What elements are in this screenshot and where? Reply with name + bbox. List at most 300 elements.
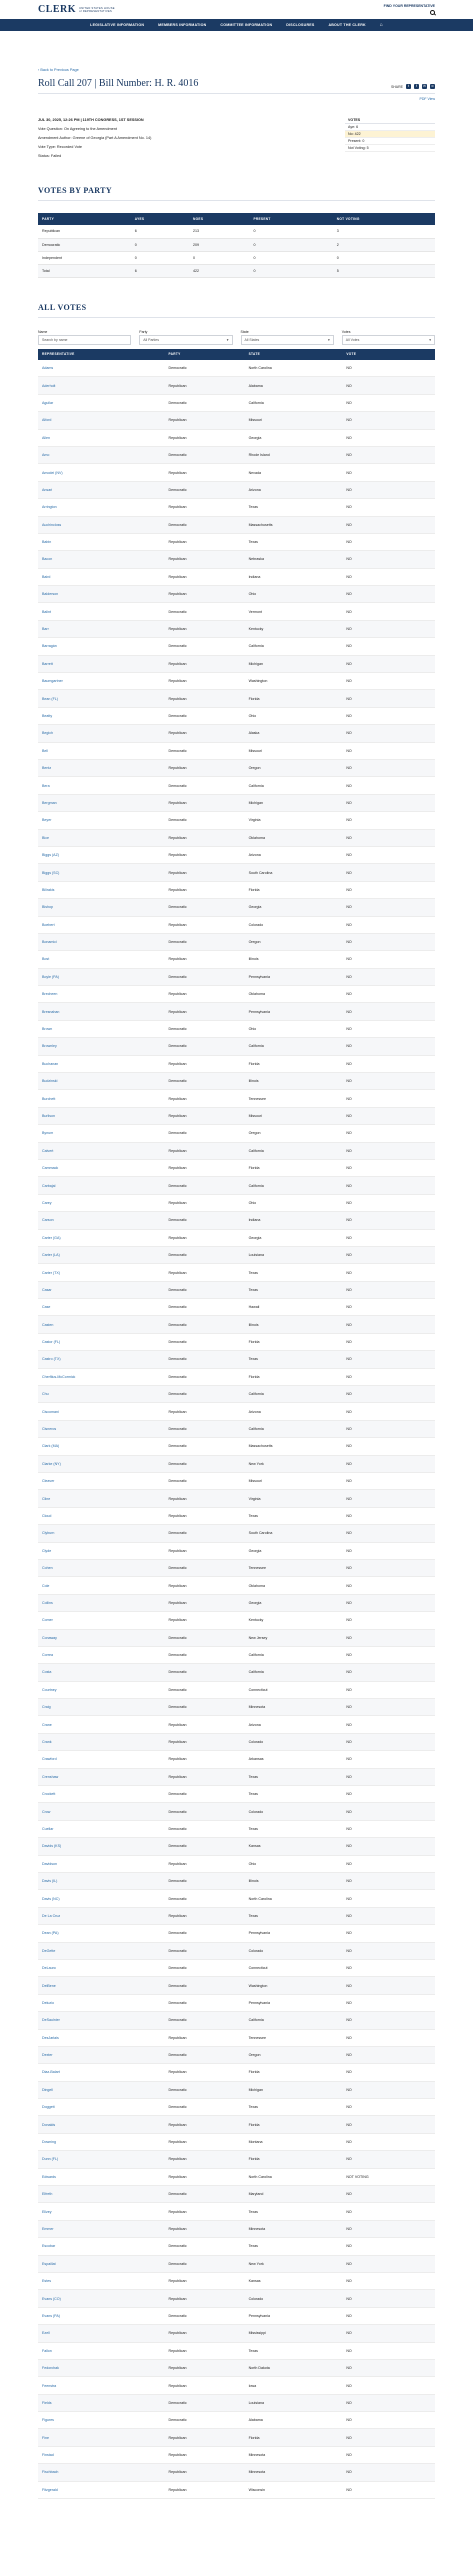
header-not-voting: NOT VOTING	[333, 213, 435, 225]
table-row	[38, 1890, 435, 1907]
table-row	[38, 1803, 435, 1820]
representative-link[interactable]: Arrington	[42, 505, 57, 510]
representative-link[interactable]: Ciscomani	[42, 1409, 59, 1414]
representative-link[interactable]: Dingell	[42, 2087, 53, 2092]
table-cell: Democratic	[164, 1333, 244, 1350]
representative-link[interactable]: Castro (TX)	[42, 1357, 61, 1362]
representative-link[interactable]: Carbajal	[42, 1183, 56, 1188]
table-cell: Florida	[245, 2116, 343, 2133]
table-cell: Alaska	[245, 725, 343, 742]
table-cell: Colorado	[245, 916, 343, 933]
representative-link[interactable]: Deluzio	[42, 2000, 54, 2005]
representative-link[interactable]: Evans (CO)	[42, 2296, 61, 2301]
representative-link[interactable]: Bentz	[42, 766, 52, 771]
table-row	[38, 881, 435, 898]
table-row	[38, 2446, 435, 2463]
table-cell: Republican	[164, 2481, 244, 2498]
table-cell: NO	[342, 1681, 435, 1698]
table-cell: NO	[342, 759, 435, 776]
representative-link[interactable]: Castor (FL)	[42, 1340, 61, 1345]
representative-link[interactable]: Biggs (SC)	[42, 870, 60, 875]
representative-link[interactable]: Ezell	[42, 2331, 50, 2336]
table-cell	[38, 1803, 164, 1820]
filter-name	[38, 330, 131, 345]
table-row	[38, 568, 435, 585]
representative-link[interactable]: Case	[42, 1305, 51, 1310]
table-row	[38, 2342, 435, 2359]
representative-link[interactable]: Figures	[42, 2418, 54, 2423]
filter-label: Party	[139, 329, 148, 334]
table-row	[38, 638, 435, 655]
table-cell: NO	[342, 2325, 435, 2342]
representative-link[interactable]: Evans (PA)	[42, 2313, 60, 2318]
representative-link[interactable]: Cohen	[42, 1566, 53, 1571]
twitter-icon[interactable]: t	[406, 84, 411, 89]
representative-link[interactable]: Crenshaw	[42, 1774, 59, 1779]
representative-link[interactable]: Ansari	[42, 487, 53, 492]
table-cell	[38, 2377, 164, 2394]
table-cell: NO	[342, 377, 435, 394]
name-search-input[interactable]: Search by name	[38, 335, 131, 345]
all-votes-title: ALL VOTES	[38, 302, 87, 312]
representative-link[interactable]: Burlison	[42, 1113, 55, 1118]
table-cell	[38, 673, 164, 690]
table-cell: Colorado	[245, 2290, 343, 2307]
representative-link[interactable]: Diaz-Balart	[42, 2070, 60, 2075]
representative-link[interactable]: Estes	[42, 2279, 51, 2284]
representative-link[interactable]: Bishop	[42, 905, 53, 910]
table-row	[38, 794, 435, 811]
table-cell: Oregon	[245, 1125, 343, 1142]
table-cell: Florida	[245, 881, 343, 898]
table-row	[38, 499, 435, 516]
representative-link[interactable]: Amodei (NV)	[42, 470, 63, 475]
votes-no: No: 422	[345, 131, 435, 138]
representative-link[interactable]: Cole	[42, 1583, 50, 1588]
table-row	[38, 1994, 435, 2011]
table-cell: Arkansas	[245, 1751, 343, 1768]
nav-legislative-information[interactable]: LEGISLATIVE INFORMATION	[90, 23, 145, 27]
table-row	[38, 2481, 435, 2498]
representative-link[interactable]: Casar	[42, 1287, 52, 1292]
table-row	[38, 2464, 435, 2481]
table-cell: California	[245, 1386, 343, 1403]
table-cell: Total	[38, 264, 131, 277]
representative-link[interactable]: Brecheen	[42, 992, 58, 997]
table-cell: Tennessee	[245, 2029, 343, 2046]
representative-link[interactable]: Carter (LA)	[42, 1253, 60, 1258]
table-cell: Democratic	[164, 2046, 244, 2063]
back-link[interactable]: ‹ Back to Previous Page	[38, 68, 79, 72]
representative-link[interactable]: Brown	[42, 1027, 53, 1032]
representative-link[interactable]: Davids (KS)	[42, 1844, 62, 1849]
representative-link[interactable]: Dunn (FL)	[42, 2157, 59, 2162]
representative-link[interactable]: Babin	[42, 540, 52, 545]
representative-link[interactable]: Casten	[42, 1322, 54, 1327]
clerk-logo[interactable]	[38, 4, 115, 15]
representative-link[interactable]: Aderholt	[42, 383, 56, 388]
table-cell: 0	[249, 251, 332, 264]
nav-members-information[interactable]: MEMBERS INFORMATION	[158, 23, 207, 27]
representative-link[interactable]: Bergman	[42, 800, 57, 805]
representative-link[interactable]: Barrett	[42, 661, 53, 666]
table-cell: Georgia	[245, 429, 343, 446]
representative-link[interactable]: Donalds	[42, 2122, 56, 2127]
representative-link[interactable]: DelBene	[42, 1983, 56, 1988]
table-row	[38, 1159, 435, 1176]
search-icon[interactable]	[430, 10, 435, 15]
table-cell: 0	[131, 238, 189, 251]
representative-link[interactable]: Bacon	[42, 557, 53, 562]
facebook-icon[interactable]: f	[414, 84, 419, 89]
representative-link[interactable]: Clyde	[42, 1548, 52, 1553]
table-cell: NO	[342, 1855, 435, 1872]
table-cell: Arizona	[245, 1403, 343, 1420]
table-cell: 6	[131, 225, 189, 238]
representative-link[interactable]: Baird	[42, 574, 51, 579]
table-cell	[38, 2064, 164, 2081]
table-cell: NO	[342, 586, 435, 603]
table-cell: Vermont	[245, 603, 343, 620]
table-cell: Republican	[164, 951, 244, 968]
table-cell: Republican	[164, 2429, 244, 2446]
table-row	[38, 1177, 435, 1194]
table-row	[38, 2046, 435, 2063]
representative-link[interactable]: Correa	[42, 1653, 53, 1658]
table-cell: NO	[342, 1038, 435, 1055]
table-cell: Texas	[245, 533, 343, 550]
table-row	[38, 1299, 435, 1316]
representative-link[interactable]: Collins	[42, 1600, 53, 1605]
representative-link[interactable]: DeGette	[42, 1948, 56, 1953]
table-row	[38, 1542, 435, 1559]
table-cell: NO	[342, 2133, 435, 2150]
representative-link[interactable]: Cisneros	[42, 1427, 57, 1432]
representative-link[interactable]: Escobar	[42, 2244, 56, 2249]
representative-link[interactable]: Biggs (AZ)	[42, 853, 59, 858]
representative-link[interactable]: Fields	[42, 2400, 52, 2405]
table-cell: 213	[189, 225, 249, 238]
representative-link[interactable]: Craig	[42, 1705, 51, 1710]
table-row	[38, 2307, 435, 2324]
table-cell: Kansas	[245, 2272, 343, 2289]
representative-link[interactable]: Auchincloss	[42, 522, 62, 527]
find-representative[interactable]	[384, 4, 435, 16]
filter-votes	[342, 330, 435, 345]
representative-link[interactable]: Amo	[42, 453, 50, 458]
table-cell: Republican	[164, 2377, 244, 2394]
table-row	[38, 933, 435, 950]
table-cell: Democratic	[164, 1246, 244, 1263]
table-cell: Republican	[164, 2359, 244, 2376]
table-cell	[38, 1664, 164, 1681]
representative-link[interactable]: Costa	[42, 1670, 52, 1675]
representative-link[interactable]: Alford	[42, 418, 52, 423]
table-cell	[38, 1142, 164, 1159]
table-cell	[38, 1507, 164, 1524]
table-cell: California	[245, 1664, 343, 1681]
table-cell: Democratic	[164, 2238, 244, 2255]
representative-link[interactable]: Adams	[42, 365, 54, 370]
representative-link[interactable]: Bice	[42, 835, 49, 840]
representative-link[interactable]: Bynum	[42, 1131, 54, 1136]
table-row	[38, 2029, 435, 2046]
party-select[interactable]: All Parties ▾	[139, 335, 232, 345]
representative-link[interactable]: Fischbach	[42, 2470, 59, 2475]
votes-select[interactable]: All Votes ▾	[342, 335, 435, 345]
table-cell: NO	[342, 1142, 435, 1159]
table-cell: NO	[342, 1907, 435, 1924]
table-cell: NO	[342, 725, 435, 742]
table-cell	[38, 481, 164, 498]
table-cell	[38, 2203, 164, 2220]
representative-link[interactable]: Elfreth	[42, 2192, 53, 2197]
table-cell: NO	[342, 1542, 435, 1559]
representative-link[interactable]: Crow	[42, 1809, 51, 1814]
representative-link[interactable]: Budzinski	[42, 1079, 58, 1084]
representative-link[interactable]: Carey	[42, 1200, 52, 1205]
representative-link[interactable]: Calvert	[42, 1148, 54, 1153]
representative-link[interactable]: Davidson	[42, 1861, 57, 1866]
table-cell: Kansas	[245, 1838, 343, 1855]
representative-link[interactable]: Fallon	[42, 2348, 52, 2353]
table-cell: Virginia	[245, 812, 343, 829]
table-cell	[38, 516, 164, 533]
table-cell: Republican	[164, 1907, 244, 1924]
table-cell: Democratic	[164, 1942, 244, 1959]
table-cell: Democratic	[164, 1664, 244, 1681]
representative-link[interactable]: Cuellar	[42, 1827, 54, 1831]
representative-link[interactable]: Comer	[42, 1618, 53, 1623]
table-cell: NO	[342, 1177, 435, 1194]
representative-link[interactable]: Carter (GA)	[42, 1235, 61, 1240]
representative-link[interactable]: Beyer	[42, 818, 52, 823]
nav-committee-information[interactable]: COMMITTEE INFORMATION	[220, 23, 273, 27]
table-cell	[38, 1838, 164, 1855]
table-cell	[38, 1542, 164, 1559]
home-icon[interactable]: ⌂	[379, 22, 383, 28]
representative-link[interactable]: Barr	[42, 627, 49, 632]
table-cell: Republican	[164, 1751, 244, 1768]
representative-link[interactable]: Carson	[42, 1218, 54, 1223]
votes-summary-heading: VOTES	[345, 116, 435, 124]
table-row	[38, 916, 435, 933]
table-cell: Democratic	[164, 446, 244, 463]
table-cell	[38, 2029, 164, 2046]
table-cell: NO	[342, 2290, 435, 2307]
representative-link[interactable]: Bean (FL)	[42, 696, 58, 701]
table-cell: NO	[342, 429, 435, 446]
representative-link[interactable]: Burchett	[42, 1096, 56, 1101]
representative-link[interactable]: Chu	[42, 1392, 49, 1397]
table-cell: California	[245, 1420, 343, 1437]
representative-link[interactable]: Crockett	[42, 1792, 56, 1797]
representative-link[interactable]: Cloud	[42, 1513, 52, 1518]
representative-link[interactable]: Barragán	[42, 644, 57, 649]
representative-link[interactable]: Ellzey	[42, 2209, 52, 2214]
table-cell: 2	[333, 238, 435, 251]
representative-link[interactable]: Espaillat	[42, 2261, 56, 2266]
representative-link[interactable]: Cline	[42, 1496, 51, 1501]
table-cell: Republican	[164, 412, 244, 429]
representative-link[interactable]: Cammack	[42, 1166, 59, 1171]
table-cell: Democratic	[164, 1977, 244, 1994]
table-row	[38, 690, 435, 707]
representative-link[interactable]: Buchanan	[42, 1061, 59, 1066]
pdf-view-link[interactable]: PDF View	[419, 97, 435, 101]
representative-link[interactable]: Cleaver	[42, 1479, 55, 1484]
table-row	[38, 1907, 435, 1924]
table-cell: Florida	[245, 1055, 343, 1072]
table-cell: NO	[342, 1090, 435, 1107]
table-row	[38, 1577, 435, 1594]
representative-link[interactable]: Boebert	[42, 922, 55, 927]
table-cell: NO	[342, 620, 435, 637]
representative-link[interactable]: Fine	[42, 2435, 49, 2440]
table-cell: Pennsylvania	[245, 1925, 343, 1942]
table-cell: Republican	[164, 377, 244, 394]
representative-link[interactable]: Brownley	[42, 1044, 57, 1049]
representative-link[interactable]: Crawford	[42, 1757, 57, 1762]
table-cell: Republican	[164, 759, 244, 776]
table-row	[38, 1768, 435, 1785]
representative-link[interactable]: Bera	[42, 783, 50, 788]
representative-link[interactable]: DesJarlais	[42, 2035, 59, 2040]
table-row	[38, 655, 435, 672]
table-cell: Democratic	[164, 1351, 244, 1368]
table-cell: Alabama	[245, 377, 343, 394]
table-cell: NO	[342, 1316, 435, 1333]
table-cell: NO	[342, 2116, 435, 2133]
table-cell	[38, 1855, 164, 1872]
representative-link[interactable]: Davis (NC)	[42, 1896, 60, 1901]
representative-link[interactable]: DeLauro	[42, 1966, 56, 1971]
table-cell	[38, 2359, 164, 2376]
table-row	[38, 1959, 435, 1976]
table-cell	[38, 429, 164, 446]
representative-link[interactable]: Davis (IL)	[42, 1879, 58, 1884]
table-cell: NO	[342, 1455, 435, 1472]
representative-link[interactable]: Emmer	[42, 2226, 54, 2231]
representative-link[interactable]: Dexter	[42, 2053, 53, 2058]
representative-link[interactable]: Finstad	[42, 2453, 54, 2458]
table-cell: Missouri	[245, 1107, 343, 1124]
table-cell: NO	[342, 742, 435, 759]
table-cell: Republican	[164, 725, 244, 742]
share-label: SHARE	[390, 84, 403, 89]
chevron-down-icon: ▾	[327, 337, 330, 342]
table-cell: North Carolina	[245, 1890, 343, 1907]
representative-link[interactable]: Balint	[42, 609, 51, 614]
table-cell	[38, 412, 164, 429]
table-cell: Republican	[164, 881, 244, 898]
representative-link[interactable]: Carter (TX)	[42, 1270, 60, 1275]
representative-link[interactable]: Dean (PA)	[42, 1931, 59, 1936]
table-cell: North Carolina	[245, 2168, 343, 2185]
representative-link[interactable]: Doggett	[42, 2105, 55, 2110]
table-cell	[38, 446, 164, 463]
table-cell: NO	[342, 1959, 435, 1976]
representative-link[interactable]: Bell	[42, 748, 48, 753]
representative-link[interactable]: Aguilar	[42, 400, 54, 405]
header-noes: NOES	[189, 213, 249, 225]
party-table-body	[38, 225, 435, 277]
representative-link[interactable]: Boyle (PA)	[42, 974, 59, 979]
table-row	[38, 812, 435, 829]
representative-link[interactable]: Clyburn	[42, 1531, 55, 1536]
table-cell	[38, 394, 164, 411]
table-cell: Indiana	[245, 568, 343, 585]
table-cell: Texas	[245, 2203, 343, 2220]
table-cell	[38, 812, 164, 829]
table-cell: NO	[342, 2272, 435, 2289]
representative-link[interactable]: Bost	[42, 957, 50, 962]
table-cell: NO	[342, 1264, 435, 1281]
table-cell	[38, 603, 164, 620]
votes-summary	[345, 116, 435, 161]
representative-link[interactable]: Balderson	[42, 592, 59, 597]
table-cell: NO	[342, 568, 435, 585]
representative-link[interactable]: Baumgartner	[42, 679, 63, 684]
link-icon[interactable]: ∞	[431, 84, 434, 88]
vote-details	[38, 116, 151, 161]
representative-link[interactable]: Bilirakis	[42, 887, 55, 892]
representative-link[interactable]: Fitzgerald	[42, 2487, 58, 2492]
table-row	[38, 2429, 435, 2446]
table-cell	[38, 1212, 164, 1229]
representative-link[interactable]: Bonamici	[42, 940, 57, 945]
table-cell	[38, 1420, 164, 1437]
representative-link[interactable]: Crane	[42, 1722, 52, 1727]
representative-link[interactable]: Allen	[42, 435, 50, 440]
table-cell	[38, 759, 164, 776]
representative-link[interactable]: Crank	[42, 1740, 52, 1745]
nav-about-the-clerk[interactable]: ABOUT THE CLERK	[328, 23, 366, 27]
table-cell: NO	[342, 1020, 435, 1037]
email-icon[interactable]: ✉	[423, 84, 426, 88]
nav-disclosures[interactable]: DISCLOSURES	[286, 23, 315, 27]
table-cell: NO	[342, 360, 435, 377]
table-cell: Democratic	[164, 2307, 244, 2324]
representative-link[interactable]: Edwards	[42, 2174, 56, 2179]
table-cell: Oklahoma	[245, 986, 343, 1003]
table-cell: Democratic	[164, 394, 244, 411]
table-cell: Democratic	[38, 238, 131, 251]
representative-link[interactable]: Clark (MA)	[42, 1444, 60, 1449]
representative-link[interactable]: De La Cruz	[42, 1913, 61, 1918]
representative-link[interactable]: Bresnahan	[42, 1009, 60, 1014]
table-cell	[38, 499, 164, 516]
table-cell: Republican	[164, 2064, 244, 2081]
representative-link[interactable]: Beatty	[42, 714, 53, 718]
table-row	[38, 586, 435, 603]
table-cell: California	[245, 1038, 343, 1055]
representative-link[interactable]: Courtney	[42, 1687, 57, 1692]
representative-link[interactable]: Clarke (NY)	[42, 1461, 61, 1466]
table-cell: NO	[342, 516, 435, 533]
state-select[interactable]: All States ▾	[241, 335, 334, 345]
representative-link[interactable]: Downing	[42, 2140, 56, 2145]
representative-link[interactable]: Feenstra	[42, 2383, 57, 2388]
representative-link[interactable]: Begich	[42, 731, 53, 736]
representative-link[interactable]: Cherfilus-McCormick	[42, 1374, 76, 1379]
representative-link[interactable]: Conaway	[42, 1635, 57, 1640]
table-cell: Oregon	[245, 2046, 343, 2063]
table-row	[38, 2255, 435, 2272]
representative-link[interactable]: Fedorchak	[42, 2366, 59, 2371]
representative-link[interactable]: DeSaulnier	[42, 2018, 60, 2023]
table-cell: Republican	[164, 2342, 244, 2359]
